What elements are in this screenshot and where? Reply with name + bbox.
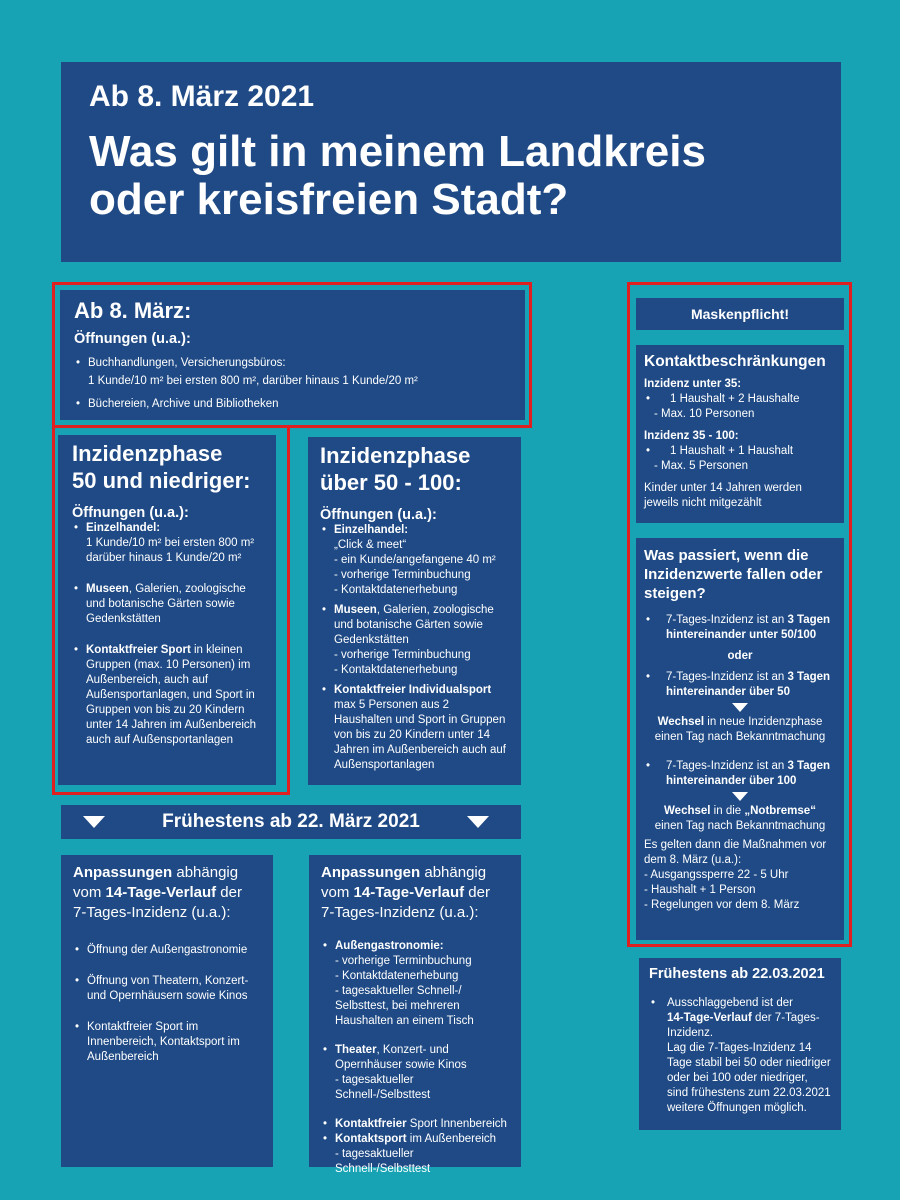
arrow-down-icon xyxy=(467,816,489,828)
earliest-box-title: Frühestens ab 22.03.2021 xyxy=(649,966,825,982)
whathappens-box: Was passiert, wenn die Inzidenzwerte fallen oder steigen? • 7-Tages-Inzidenz ist an 3 Tagen hintereinander unter 50/100 oder • 7-Tages-Inzidenz ist an 3 Tagen hintereinander über 50 Wechsel in neue Inzidenzphase einen Tag nach Bekanntmachung • 7-Tages-Inzidenz ist an 3 Tagen hintereinander über 100 Wechsel in die „Notbremse“ einen Tag nach Bekanntmachung Es gelten dann die Maßnahmen vor dem 8. März (u.a.): - Ausgangssperre 22 - 5 Uhr - Haushalt + 1 Person - Regelungen vor dem 8. März xyxy=(636,538,844,940)
march8-item1: • Buchhandlungen, Versicherungsbüros: 1 Kunde/10 m² bei ersten 800 m², darüber hinaus 1 Kunde/20 m² xyxy=(74,356,511,389)
contacts-note: Kinder unter 14 Jahren werden jeweils nicht mitgezählt xyxy=(644,482,802,509)
arrow-down-icon xyxy=(732,703,748,712)
whathappens-title: Was passiert, wenn die Inzidenzwerte fallen oder steigen? xyxy=(644,547,823,602)
earliest-banner xyxy=(61,805,521,839)
contacts-group2: Inzidenz 35 - 100: xyxy=(644,430,739,442)
header-title-line2: oder kreisfreien Stadt? xyxy=(89,175,569,224)
phase50-box xyxy=(58,435,276,785)
march8-subtitle: Öffnungen (u.a.): xyxy=(74,331,191,347)
phase100-subtitle: Öffnungen (u.a.): xyxy=(320,507,437,523)
phase100-item2: • Museen, Galerien, zoologische und botanische Gärten sowie Gedenkstätten - vorherige Terminbuchung - Kontaktdatenerhebung xyxy=(320,603,509,678)
earliest-box xyxy=(639,958,841,1130)
header-box xyxy=(61,62,841,262)
adj-right-item3: • Kontaktfreier Sport Innenbereich xyxy=(321,1117,509,1132)
earliest-box-text: • Ausschlaggebend ist der 14-Tage-Verlauf der 7-Tages-Inzidenz. Lag die 7-Tages-Inzidenz 14 Tage stabil bei 50 oder niedriger oder bei 100 oder niedriger, sind frühestens zum 22.03.2021 weitere Öffnungen möglich. xyxy=(649,996,831,1116)
whathappens-or: oder xyxy=(727,650,753,662)
march8-item2: • Büchereien, Archive und Bibliotheken xyxy=(74,397,511,412)
phase50-title2: 50 und niedriger: xyxy=(72,468,251,493)
phase50-title1: Inzidenzphase xyxy=(72,441,223,466)
march8-title: Ab 8. März: xyxy=(74,298,192,323)
phase50-item2: • Museen, Galerien, zoologische und botanische Gärten sowie Gedenkstätten xyxy=(72,582,262,627)
march8-box xyxy=(60,290,525,420)
contacts-group1: Inzidenz unter 35: xyxy=(644,378,742,390)
adj-left-title: Anpassungen abhängig vom 14-Tage-Verlauf der 7-Tages-Inzidenz (u.a.): xyxy=(73,864,242,921)
adj-left-box xyxy=(61,855,273,1167)
adj-left-item3: • Kontaktfreier Sport im Innenbereich, Kontaktsport im Außenbereich xyxy=(73,1020,261,1065)
phase100-title1: Inzidenzphase xyxy=(320,443,471,468)
whathappens-f1: Es gelten dann die Maßnahmen vor dem 8. März (u.a.): xyxy=(644,839,827,866)
phase100-item3: • Kontaktfreier Individualsport max 5 Personen aus 2 Haushalten und Sport in Gruppen von bis zu 20 Kindern unter 14 Jahren im Außenbereich auch auf Außensportanlagen xyxy=(320,683,509,773)
phase100-box xyxy=(308,437,521,785)
whathappens-switch2: Wechsel in die „Notbremse“ einen Tag nach Bekanntmachung xyxy=(654,805,826,832)
phase50-subtitle: Öffnungen (u.a.): xyxy=(72,505,189,521)
adj-left-item1: • Öffnung der Außengastronomie xyxy=(73,943,261,958)
mask-text: Maskenpflicht! xyxy=(690,306,789,322)
whathappens-b3: • 7-Tages-Inzidenz ist an 3 Tagen hintereinander über 100 xyxy=(644,759,836,789)
phase100-title2: über 50 - 100: xyxy=(320,470,462,495)
whathappens-b2: • 7-Tages-Inzidenz ist an 3 Tagen hintereinander über 50 xyxy=(644,670,836,700)
mask-box xyxy=(636,298,844,330)
whathappens-switch1: Wechsel in neue Inzidenzphase einen Tag nach Bekanntmachung xyxy=(654,716,826,743)
arrow-down-icon xyxy=(732,792,748,801)
adj-right-box xyxy=(309,855,521,1175)
adj-right-item4: • Kontaktsport im Außenbereich - tagesaktueller Schnell-/Selbsttest xyxy=(321,1132,509,1177)
contacts-box: Kontaktbeschränkungen Inzidenz unter 35: • 1 Haushalt + 2 Haushalte - Max. 10 Personen Inzidenz 35 - 100: • 1 Haushalt + 1 Haushalt - Max. 5 Personen Kinder unter 14 Jahren werden jeweils nicht mitgezählt xyxy=(636,345,844,523)
whathappens-b1: • 7-Tages-Inzidenz ist an 3 Tagen hintereinander unter 50/100 xyxy=(644,613,836,643)
contacts-title: Kontaktbeschränkungen xyxy=(644,353,826,370)
adj-left-item2: • Öffnung von Theatern, Konzert- und Opernhäusern sowie Kinos xyxy=(73,974,261,1004)
adj-right-item1: • Außengastronomie: - vorherige Terminbuchung - Kontaktdatenerhebung - tagesaktueller Schnell-/ Selbsttest, bei mehreren Haushalten an einem Tisch xyxy=(321,939,509,1029)
adj-right-item2: • Theater, Konzert- und Opernhäuser sowie Kinos - tagesaktueller Schnell-/Selbsttest xyxy=(321,1043,509,1103)
header-title-line1: Was gilt in meinem Landkreis xyxy=(89,127,706,176)
earliest-banner-text: Frühestens ab 22. März 2021 xyxy=(162,811,420,832)
header-date: Ab 8. März 2021 xyxy=(89,80,315,113)
arrow-down-icon xyxy=(83,816,105,828)
phase50-item1: • Einzelhandel: 1 Kunde/10 m² bei ersten 800 m² darüber hinaus 1 Kunde/20 m² xyxy=(72,521,262,566)
phase100-item1: • Einzelhandel: „Click & meet“ - ein Kunde/angefangene 40 m² - vorherige Terminbuchung - Kontaktdatenerhebung xyxy=(320,523,509,598)
adj-right-title: Anpassungen abhängig vom 14-Tage-Verlauf der 7-Tages-Inzidenz (u.a.): xyxy=(321,864,490,921)
phase50-item3: • Kontaktfreier Sport in kleinen Gruppen (max. 10 Personen) im Außenbereich, auch auf Außensportanlagen, und Sport in Gruppen von bis zu 20 Kindern unter 14 Jahren im Außenbereich auch auf Außensportanlagen xyxy=(72,643,262,748)
